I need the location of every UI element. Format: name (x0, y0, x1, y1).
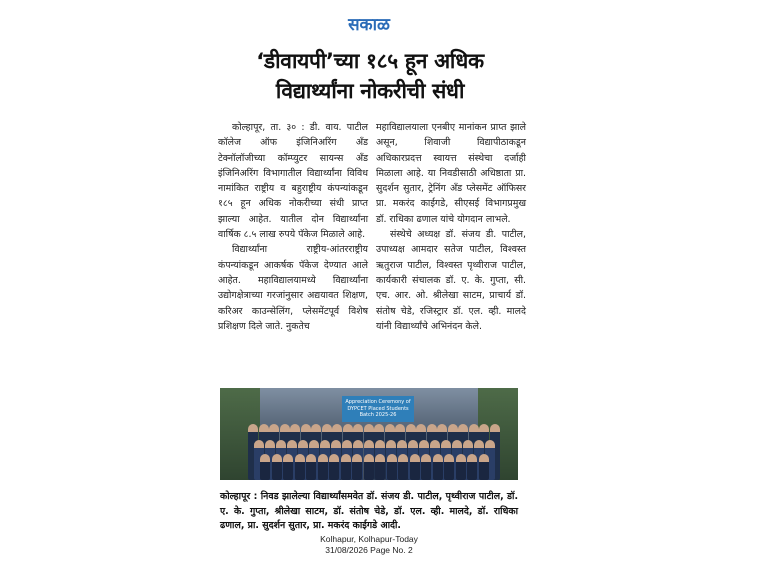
group-photo (220, 388, 518, 480)
photo-person (444, 454, 454, 480)
photo-person (318, 454, 328, 480)
photo-banner (342, 396, 414, 422)
photo-person (306, 454, 316, 480)
dateline: कोल्हापूर, ता. ३० : (232, 122, 305, 133)
photo-person (410, 454, 420, 480)
photo-person (467, 454, 477, 480)
photo-person (433, 454, 443, 480)
article-paragraph-3: महाविद्यालयाला एनबीए मानांकन प्राप्त झाले असून, शिवाजी विद्यापीठाकडून अधिकारप्रदत्त स्वायत्त संस्थेचा दर्जाही मिळाला आहे. या निवडीसाठी अधिष्ठाता प्रा. सुदर्शन सुतार, ट्रेनिंग अँड प्लेसमेंट ऑफिसर प्रा. मकरंद काईगडे, सीएसई विभागप्रमुख डॉ. राधिका ढणाल यांचे योगदान लाभले. (376, 122, 526, 225)
photo-person (375, 454, 385, 480)
footer-edition: Kolhapur, Kolhapur-Today (320, 534, 418, 544)
newspaper-masthead: सकाळ (348, 15, 390, 35)
photo-person (364, 454, 374, 480)
photo-person (341, 454, 351, 480)
article-paragraph-2: विद्यार्थ्यांना राष्ट्रीय-आंतरराष्ट्रीय कंपन्यांकडून आकर्षक पॅकेज देण्यात आले आहेत. महाविद्यालयामध्ये विद्यार्थ्यांना उद्योगक्षेत्राच्या गरजांनुसार अद्ययावत शिक्षण, करिअर काउन्सेलिंग, प्लेसमेंटपूर्व विशेष प्रशिक्षण दिले जाते. नुकतेच (218, 244, 368, 332)
banner-line-1: Appreciation Ceremony of (345, 399, 411, 405)
news-clipping (218, 12, 526, 560)
photo-caption (220, 490, 518, 534)
article-column-left (218, 120, 368, 334)
caption-text: निवड झालेल्या विद्यार्थ्यांसमवेत डॉ. संजय डी. पाटील, पृथ्वीराज पाटील, डॉ. ए. के. गुप्ता, श्रीलेखा साटम, डॉ. संतोष चेडे, डॉ. एल. व्ही. मालदे, डॉ. राधिका ढणाल, प्रा. सुदर्शन सुतार, प्रा. मकरंद काईगडे आदी. (220, 491, 519, 531)
headline-line-1: ‘डीवायपी’च्या १८५ हून अधिक (256, 49, 484, 73)
photo-person (421, 454, 431, 480)
photo-person (398, 454, 408, 480)
caption-lead: कोल्हापूर : (220, 491, 258, 502)
photo-person (272, 454, 282, 480)
article-column-right (376, 120, 526, 334)
banner-line-3: Batch 2025-26 (359, 412, 397, 418)
photo-person (479, 454, 489, 480)
photo-person (387, 454, 397, 480)
headline (222, 46, 518, 106)
banner-line-2: DYPCET Placed Students (347, 405, 409, 412)
clipping-footer (218, 534, 520, 556)
footer-date-page: 31/08/2026 Page No. 2 (325, 545, 413, 555)
photo-person (260, 454, 270, 480)
photo-person (456, 454, 466, 480)
paragraph-1-text: डी. वाय. पाटील कॉलेज ऑफ इंजिनिअरिंग अँड टेक्नॉलॉजीच्या कॉम्प्युटर सायन्स अँड इंजिनिअरिंग विभागातील विद्यार्थ्यांना विविध नामांकित राष्ट्रीय व बहुराष्ट्रीय कंपन्यांकडून १८५ हून अधिक नोकरीच्या संधी प्राप्त झाल्या आहेत. यातील दोन विद्यार्थ्यांना वार्षिक ८.५ लाख रुपये पॅकेज मिळाले आहे. (218, 122, 368, 241)
photo-person (352, 454, 362, 480)
photo-person (283, 454, 293, 480)
photo-person (329, 454, 339, 480)
photo-person (295, 454, 305, 480)
headline-line-2: विद्यार्थ्यांना नोकरीची संधी (275, 79, 465, 103)
article-paragraph-1 (218, 120, 368, 242)
article-paragraph-4: संस्थेचे अध्यक्ष डॉ. संजय डी. पाटील, उपाध्यक्ष आमदार सतेज पाटील, विश्वस्त ऋतुराज पाटील, विश्वस्त पृथ्वीराज पाटील, कार्यकारी संचालक डॉ. ए. के. गुप्ता, सी. एच. आर. ओ. श्रीलेखा साटम, प्राचार्य डॉ. संतोष चेडे, रजिस्ट्रार डॉ. एल. व्ही. मालदे यांनी विद्यार्थ्यांचे अभिनंदन केले. (376, 229, 526, 332)
